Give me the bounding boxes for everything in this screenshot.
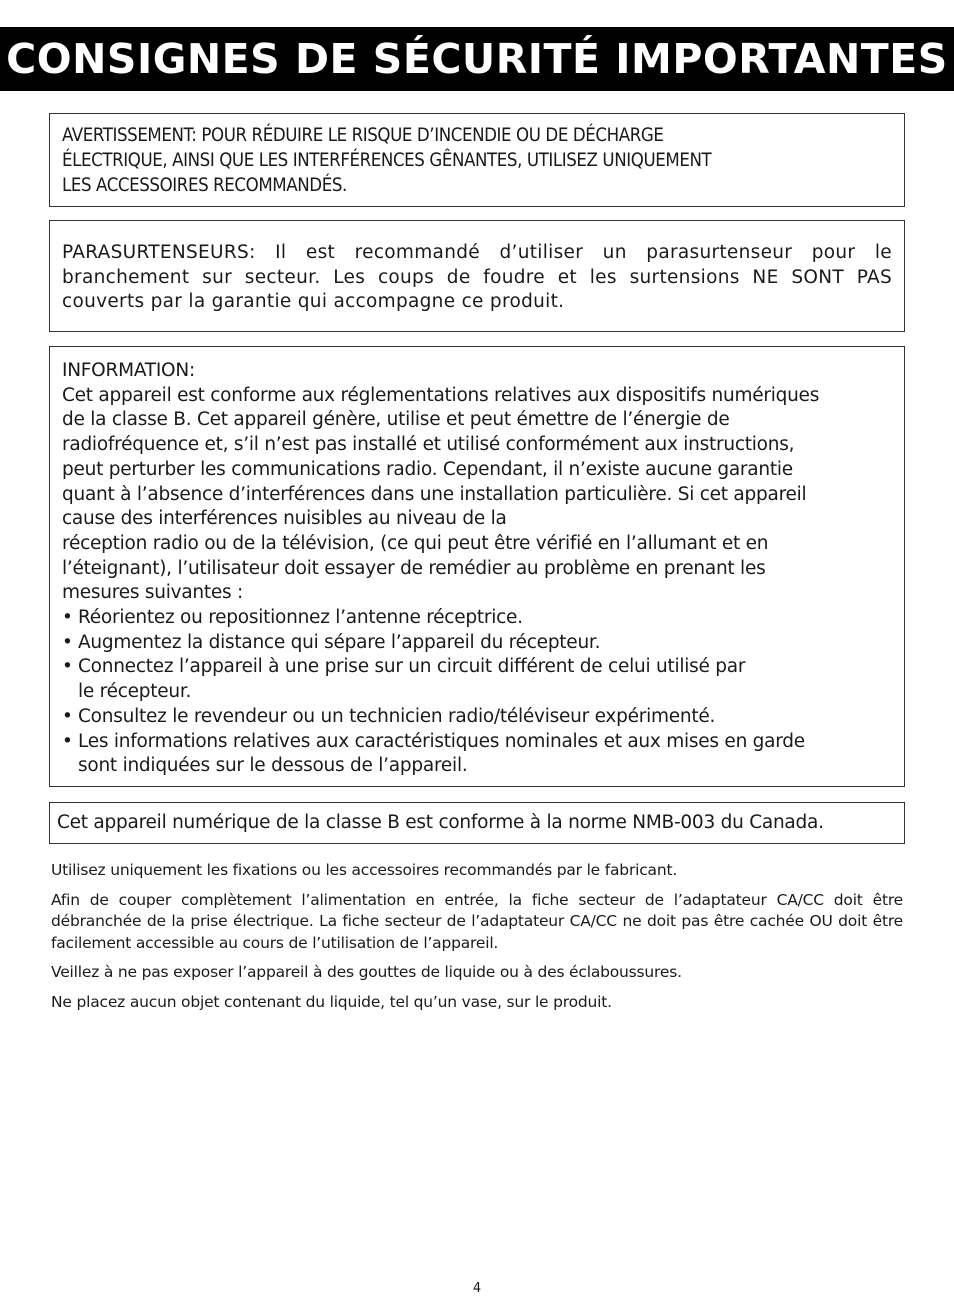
- information-line-5: quant à l’absence d’interférences dans une installation particulière. Si cet appareil: [62, 483, 807, 505]
- note-liquid-objects: Ne placez aucun objet contenant du liquide, tel qu’un vase, sur le produit.: [51, 992, 612, 1011]
- list-item: [62, 606, 892, 631]
- list-item-text: le récepteur.: [78, 681, 192, 703]
- list-item-continuation: [62, 754, 892, 779]
- list-item: [62, 631, 892, 656]
- warning-text: [62, 123, 892, 198]
- list-item-text: Réorientez ou repositionnez l’antenne réceptrice.: [78, 607, 523, 629]
- information-line-1: Cet appareil est conforme aux réglementations relatives aux dispositifs numériques: [62, 384, 820, 406]
- warning-line-3: LES ACCESSOIRES RECOMMANDÉS.: [62, 175, 347, 196]
- surge-protector-box: [49, 220, 905, 332]
- information-line-7: réception radio ou de la télévision, (ce qui peut être vérifié en l’allumant et en: [62, 532, 769, 554]
- note-power-disconnect: Afin de couper complètement l’alimentation en entrée, la fiche secteur de l’adaptateur CA/CC doit être débranchée de la prise électrique. La fiche secteur de l’adaptateur CA/CC ne doit pas être cachée OU doit être facilement accessible au cours de l’utilisation de l’appareil.: [51, 890, 903, 952]
- warning-line-2: ÉLECTRIQUE, AINSI QUE LES INTERFÉRENCES GÊNANTES, UTILISEZ UNIQUEMENT: [62, 150, 712, 171]
- information-label: INFORMATION:: [62, 360, 195, 381]
- information-box: [49, 346, 905, 787]
- list-item-text: Augmentez la distance qui sépare l’appareil du récepteur.: [78, 631, 601, 653]
- list-item: [62, 730, 892, 755]
- bullet-icon: •: [62, 730, 73, 752]
- list-item-text: sont indiquées sur le dessous de l’appareil.: [78, 755, 468, 777]
- surge-body: Il est recommandé d’utiliser un parasurtenseur pour le branchement sur secteur. Les coups de foudre et les surtensions NE SONT PAS couverts par la garantie qui accompagne ce produit.: [62, 242, 892, 312]
- title-banner: [0, 27, 954, 91]
- information-line-2: de la classe B. Cet appareil génère, utilise et peut émettre de l’énergie de: [62, 409, 730, 431]
- warning-label: AVERTISSEMENT:: [62, 125, 197, 146]
- list-item-text: Les informations relatives aux caractéristiques nominales et aux mises en garde: [78, 730, 805, 752]
- canada-compliance-text: Cet appareil numérique de la classe B est conforme à la norme NMB-003 du Canada.: [57, 812, 824, 833]
- canada-compliance-box: [49, 802, 905, 844]
- information-line-6: cause des interférences nuisibles au niveau de la: [62, 508, 507, 530]
- bullet-icon: •: [62, 607, 73, 629]
- list-item: [62, 655, 892, 680]
- list-item-text: Connectez l’appareil à une prise sur un circuit différent de celui utilisé par: [78, 656, 746, 678]
- information-line-9: mesures suivantes :: [62, 582, 244, 604]
- bullet-icon: •: [62, 631, 73, 653]
- list-item-text: Consultez le revendeur ou un technicien radio/téléviseur expérimenté.: [78, 705, 716, 727]
- page-number: 4: [472, 1281, 482, 1296]
- page-title: CONSIGNES DE SÉCURITÉ IMPORTANTES: [6, 35, 948, 83]
- surge-text: [62, 241, 892, 315]
- list-item: [62, 705, 892, 730]
- information-line-3: radiofréquence et, s’il n’est pas installé et utilisé conformément aux instructions,: [62, 434, 795, 456]
- list-item-continuation: [62, 680, 892, 705]
- surge-label: PARASURTENSEURS:: [62, 242, 256, 263]
- note-liquid-drops: Veillez à ne pas exposer l’appareil à des gouttes de liquide ou à des éclaboussures.: [51, 963, 682, 981]
- warning-line-1: POUR RÉDUIRE LE RISQUE D’INCENDIE OU DE DÉCHARGE: [196, 125, 664, 146]
- note-accessories: Utilisez uniquement les fixations ou les accessoires recommandés par le fabricant.: [51, 861, 678, 879]
- information-line-4: peut perturber les communications radio. Cependant, il n’existe aucune garantie: [62, 458, 793, 480]
- safety-notes: [51, 860, 903, 1021]
- bullet-icon: •: [62, 656, 73, 678]
- bullet-icon: •: [62, 705, 73, 727]
- information-line-8: l’éteignant), l’utilisateur doit essayer de remédier au problème en prenant les: [62, 557, 766, 579]
- warning-box: [49, 113, 905, 207]
